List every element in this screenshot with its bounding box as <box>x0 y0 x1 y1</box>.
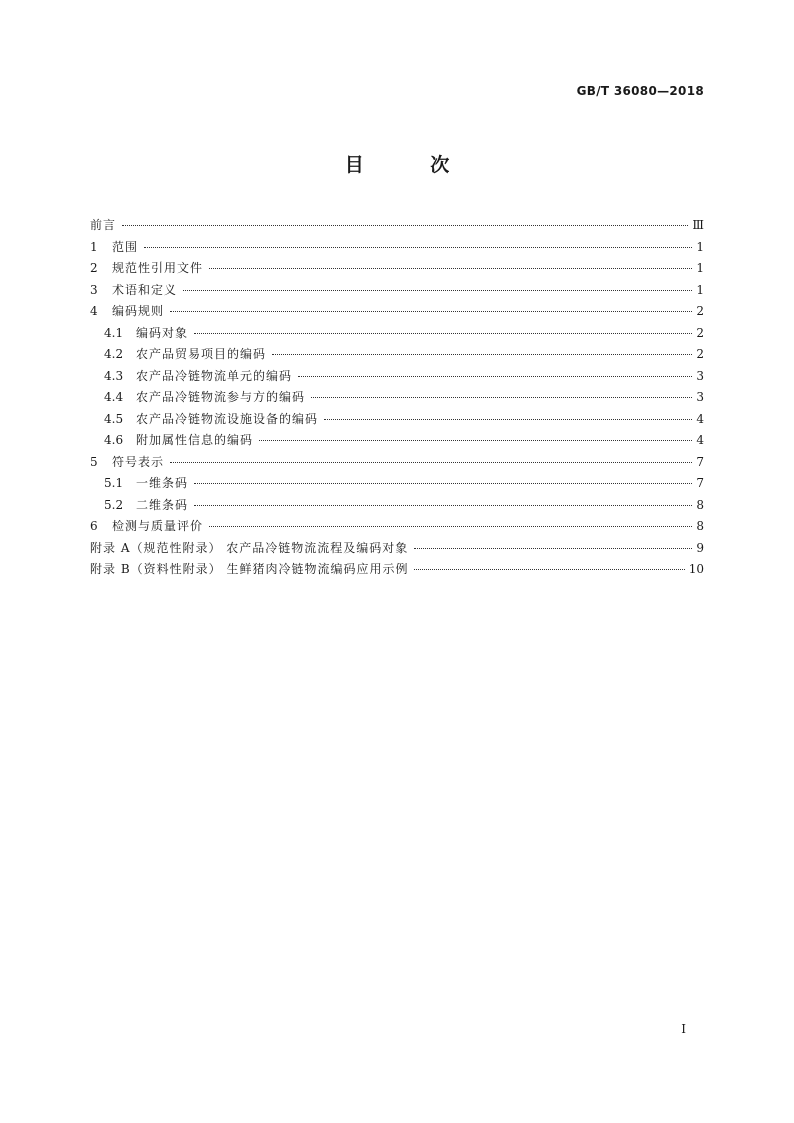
toc-leader-dots <box>183 290 692 291</box>
toc-entry-3[interactable] <box>90 281 704 303</box>
toc-entry-number: 1 <box>90 239 98 254</box>
toc-entry-page: Ⅲ <box>692 218 704 232</box>
toc-entry-number: 2 <box>90 261 98 275</box>
toc-entry-label: 检测与质量评价 <box>112 519 204 533</box>
toc-entry-number: 5.1 <box>104 476 124 490</box>
toc-entry-label: 术语和定义 <box>112 282 178 297</box>
toc-entry-foreword[interactable] <box>90 216 704 238</box>
toc-leader-dots <box>324 419 692 420</box>
toc-entry-label: 规范性引用文件 <box>112 261 204 275</box>
toc-entry-page: 1 <box>696 261 704 275</box>
toc-entry-4-4[interactable] <box>90 388 704 410</box>
toc-entry-label: 二维条码 <box>136 497 189 512</box>
toc-entry-number: 4.2 <box>104 347 124 361</box>
toc-entry-page: 2 <box>696 325 704 340</box>
toc-leader-dots <box>209 268 692 269</box>
toc-entry-page: 1 <box>696 239 704 254</box>
toc-entry-page: 8 <box>696 519 704 533</box>
toc-entry-number: 4 <box>90 304 98 318</box>
toc-entry-label: 附加属性信息的编码 <box>136 433 254 447</box>
standard-code: GB/T 36080—2018 <box>576 84 704 98</box>
toc-leader-dots <box>414 548 692 549</box>
toc-entry-page: 4 <box>696 433 704 447</box>
toc-entry-label: 农产品冷链物流设施设备的编码 <box>136 411 319 426</box>
toc-entry-page: 3 <box>696 368 704 383</box>
toc-entry-2[interactable] <box>90 259 704 281</box>
toc-entry-4-5[interactable] <box>90 410 704 432</box>
toc-leader-dots <box>170 311 692 312</box>
toc-entry-label: 范围 <box>112 239 139 254</box>
toc-entry-5-1[interactable] <box>90 474 704 496</box>
toc-entry-number: 5.2 <box>104 497 124 512</box>
toc-entry-number: 4.1 <box>104 325 124 340</box>
toc-entry-label: 附录 A（规范性附录） 农产品冷链物流流程及编码对象 <box>90 540 409 555</box>
table-of-contents <box>90 216 704 582</box>
toc-entry-page: 4 <box>696 411 704 426</box>
toc-entry-page: 2 <box>696 347 704 361</box>
toc-leader-dots <box>414 569 684 570</box>
toc-entry-appendix-b[interactable] <box>90 560 704 582</box>
toc-entry-label: 农产品冷链物流单元的编码 <box>136 368 293 383</box>
toc-entry-number: 6 <box>90 519 98 533</box>
toc-entry-number: 4.5 <box>104 411 124 426</box>
toc-entry-number: 5 <box>90 454 98 469</box>
page-title: 目 次 <box>344 154 480 176</box>
toc-entry-5-2[interactable] <box>90 496 704 518</box>
toc-entry-page: 7 <box>696 454 704 469</box>
toc-entry-page: 1 <box>696 282 704 297</box>
toc-entry-4[interactable] <box>90 302 704 324</box>
toc-entry-page: 3 <box>696 390 704 404</box>
toc-entry-label: 农产品冷链物流参与方的编码 <box>136 390 306 404</box>
toc-entry-label: 一维条码 <box>136 476 189 490</box>
toc-entry-1[interactable] <box>90 238 704 260</box>
toc-entry-4-3[interactable] <box>90 367 704 389</box>
toc-leader-dots <box>144 247 692 248</box>
toc-entry-page: 7 <box>696 476 704 490</box>
toc-leader-dots <box>122 225 688 226</box>
toc-entry-5[interactable] <box>90 453 704 475</box>
toc-leader-dots <box>298 376 692 377</box>
toc-leader-dots <box>194 505 692 506</box>
toc-entry-4-6[interactable] <box>90 431 704 453</box>
toc-entry-number: 4.6 <box>104 433 124 447</box>
toc-entry-label: 农产品贸易项目的编码 <box>136 347 267 361</box>
toc-entry-label: 编码规则 <box>112 304 165 318</box>
toc-entry-label: 附录 B（资料性附录） 生鲜猪肉冷链物流编码应用示例 <box>90 562 409 576</box>
toc-entry-label: 前言 <box>90 218 117 232</box>
toc-entry-number: 4.3 <box>104 368 124 383</box>
toc-entry-page: 2 <box>696 304 704 318</box>
toc-leader-dots <box>170 462 692 463</box>
toc-leader-dots <box>311 397 692 398</box>
toc-entry-4-2[interactable] <box>90 345 704 367</box>
toc-leader-dots <box>194 483 692 484</box>
toc-entry-4-1[interactable] <box>90 324 704 346</box>
toc-leader-dots <box>259 440 692 441</box>
toc-entry-number: 4.4 <box>104 390 124 404</box>
toc-leader-dots <box>194 333 692 334</box>
toc-entry-page: 9 <box>696 540 704 555</box>
toc-entry-page: 8 <box>696 497 704 512</box>
toc-entry-page: 10 <box>688 562 704 576</box>
toc-entry-label: 符号表示 <box>112 454 165 469</box>
toc-entry-number: 3 <box>90 282 98 297</box>
toc-leader-dots <box>209 526 692 527</box>
toc-entry-6[interactable] <box>90 517 704 539</box>
toc-entry-appendix-a[interactable] <box>90 539 704 561</box>
page-number: I <box>681 1022 686 1036</box>
toc-entry-label: 编码对象 <box>136 325 189 340</box>
toc-leader-dots <box>272 354 692 355</box>
